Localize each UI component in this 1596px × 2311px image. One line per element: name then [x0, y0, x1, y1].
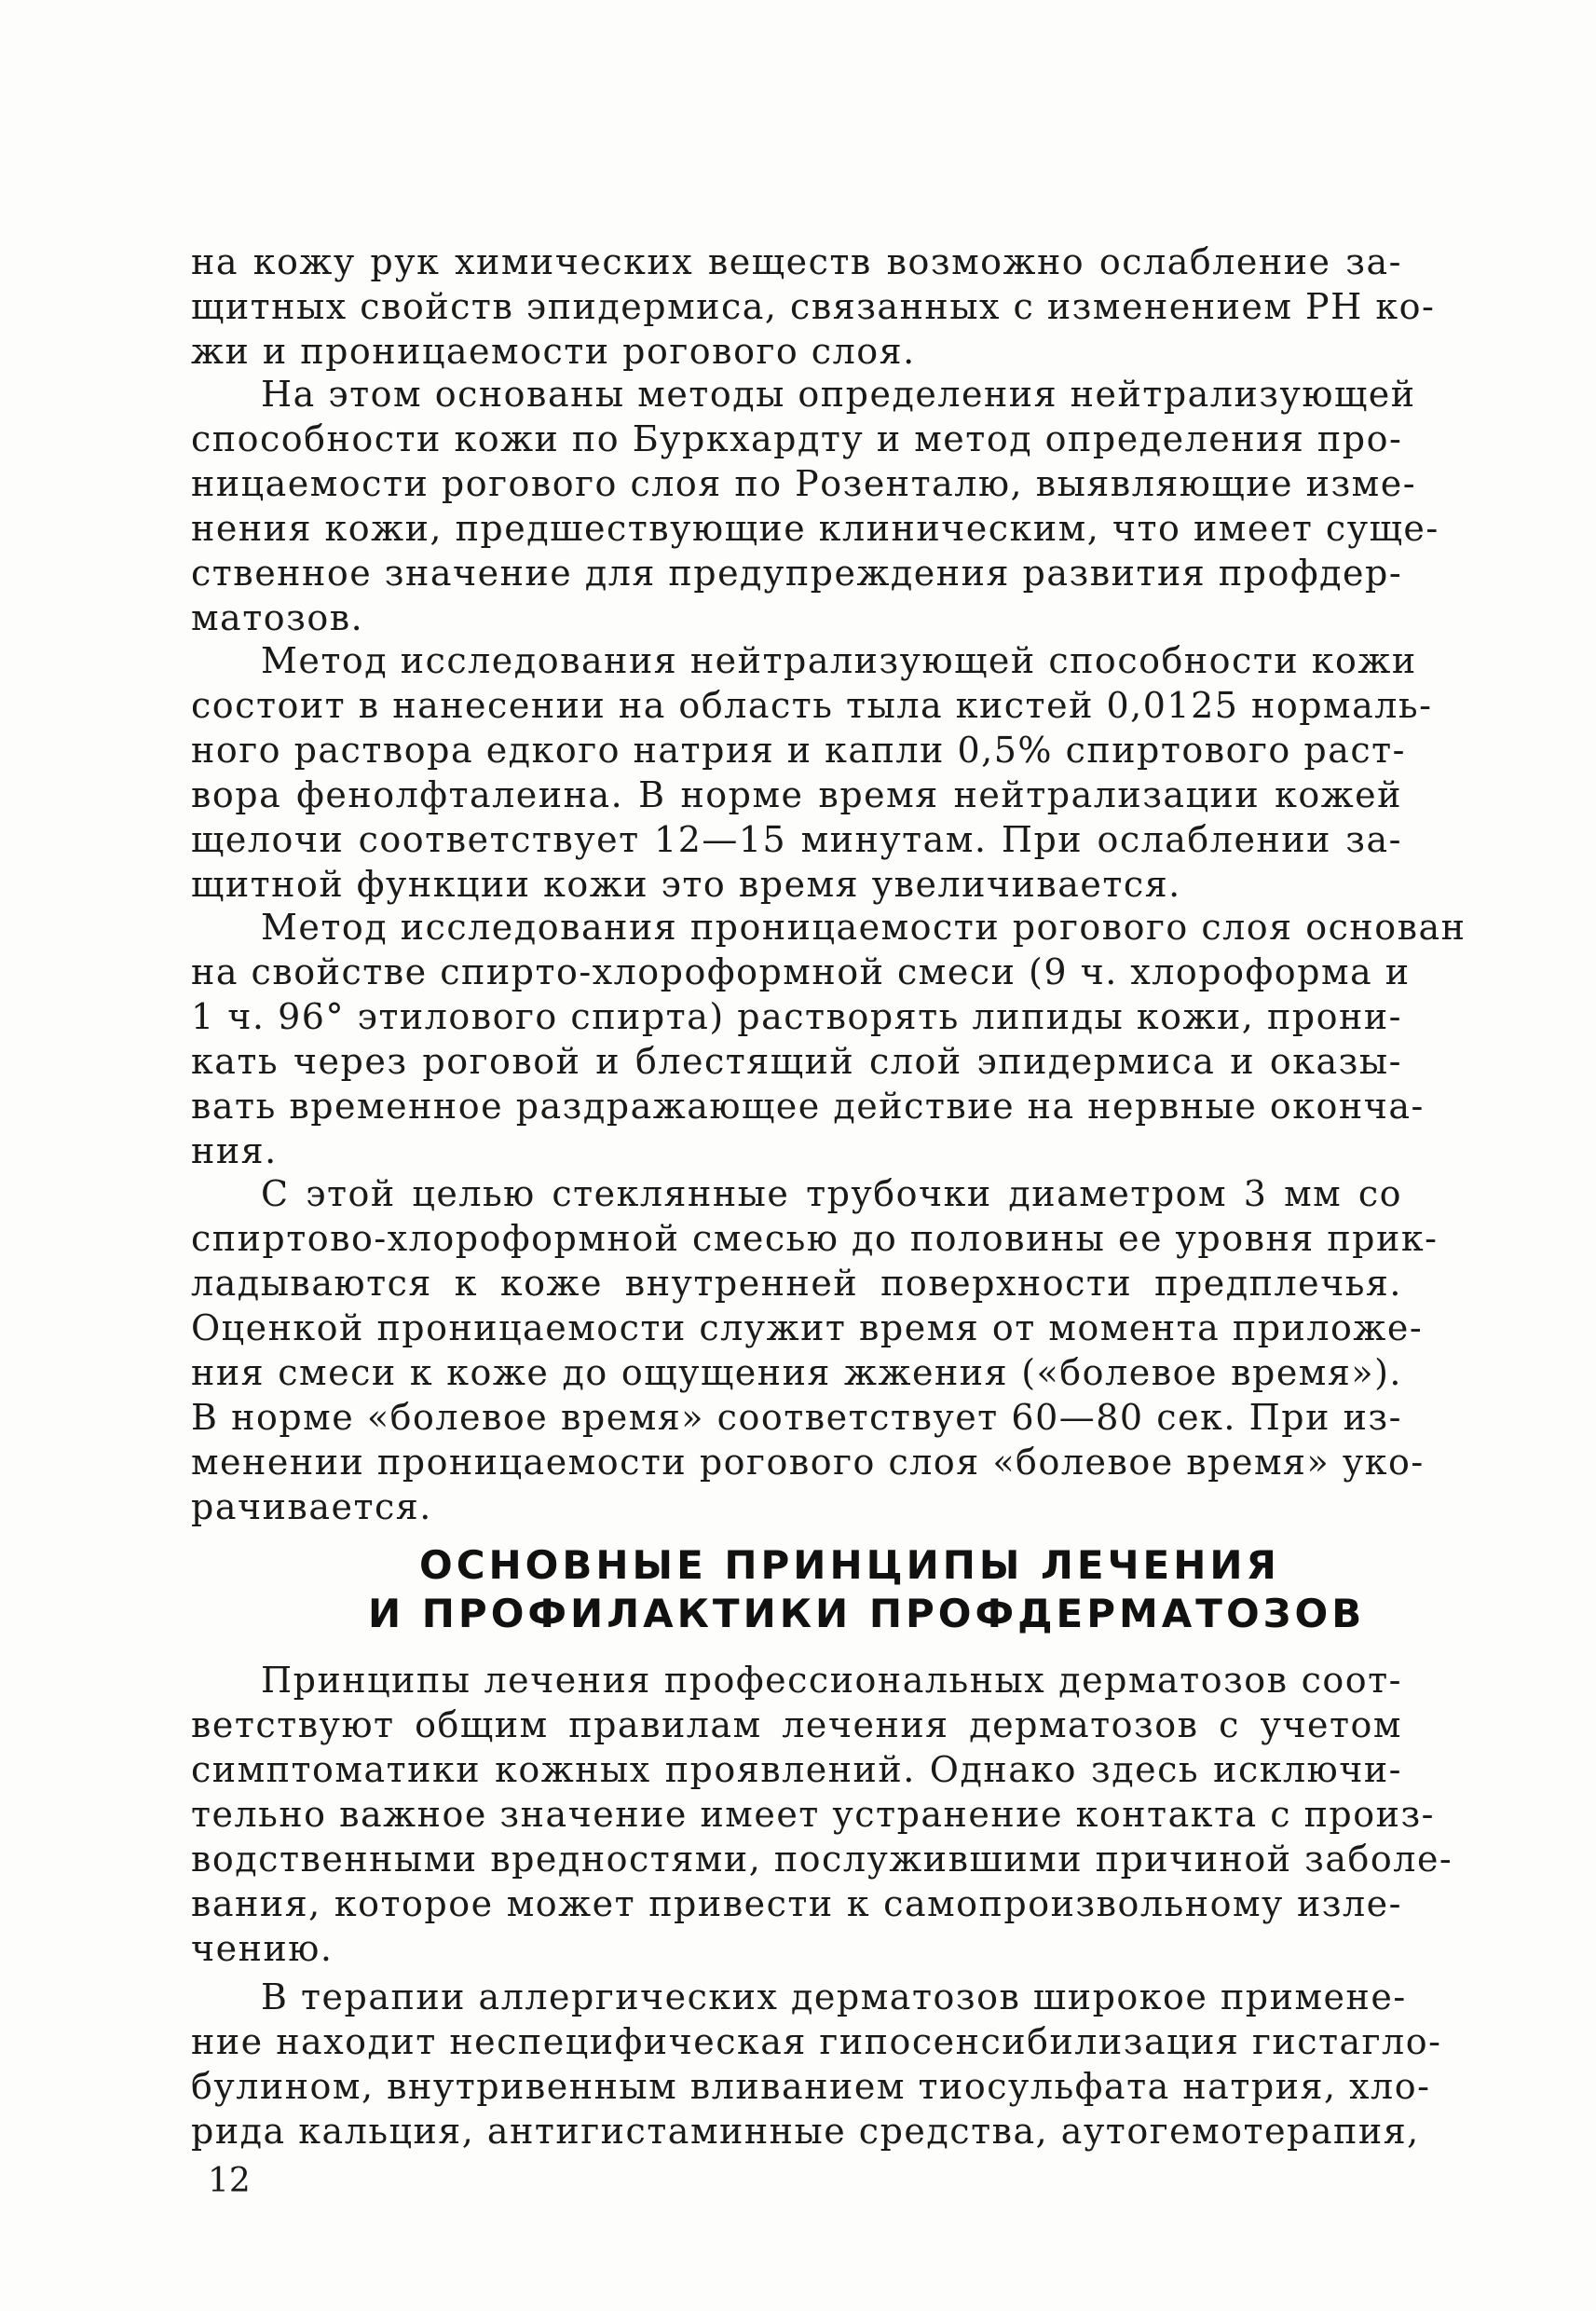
paragraph-1-line-3: жи и проницаемости рогового слоя. — [191, 331, 916, 372]
paragraph-6-line-7: чению. — [191, 1928, 334, 1969]
paragraph-2-line-5: ственное значение для предупреждения развития профдер- — [191, 553, 1403, 594]
paragraph-3-line-1: Метод исследования нейтрализующей способности кожи — [261, 640, 1417, 681]
paragraph-2-line-1: На этом основаны методы определения нейтрализующей — [261, 374, 1416, 415]
section-heading-line-2: И ПРОФИЛАКТИКИ ПРОФДЕРМАТОЗОВ — [368, 1591, 1366, 1636]
paragraph-5-line-8: рачивается. — [191, 1486, 432, 1527]
paragraph-7-line-2: ние находит неспецифическая гипосенсибилизация гистагло- — [191, 2021, 1442, 2062]
paragraph-2-line-6: матозов. — [191, 597, 364, 638]
page-number: 12 — [208, 2162, 251, 2200]
paragraph-4-line-1: Метод исследования проницаемости рогового слоя основан — [261, 907, 1466, 948]
paragraph-6-line-3: симптоматики кожных проявлений. Однако здесь исключи- — [191, 1749, 1402, 1790]
paragraph-2-line-3: ницаемости рогового слоя по Розенталю, выявляющие изме- — [191, 463, 1417, 504]
paragraph-5-line-2: спиртово-хлороформной смесью до половины ее уровня прик- — [191, 1218, 1439, 1259]
paragraph-5-line-3: ладываются к коже внутренней поверхности предплечья. — [191, 1263, 1402, 1304]
paragraph-7-line-4: рида кальция, антигистаминные средства, аутогемотерапия, — [191, 2111, 1420, 2152]
paragraph-4-line-2: на свойстве спирто-хлороформной смеси (9 ч. хлороформа и — [191, 951, 1411, 992]
paragraph-7-line-3: булином, внутривенным вливанием тиосульфата натрия, хло- — [191, 2066, 1431, 2107]
paragraph-6-line-1: Принципы лечения профессиональных дерматозов соот- — [261, 1660, 1402, 1701]
paragraph-3-line-5: щелочи соответствует 12—15 минутам. При ослаблении за- — [191, 819, 1402, 860]
paragraph-3-line-2: состоит в нанесении на область тыла кистей 0,0125 нормаль- — [191, 685, 1433, 726]
paragraph-7-line-1: В терапии аллергических дерматозов широкое примене- — [261, 1976, 1407, 2017]
paragraph-4-line-5: вать временное раздражающее действие на нервные оконча- — [191, 1086, 1425, 1127]
paragraph-5-line-1: С этой целью стеклянные трубочки диаметром 3 мм со — [261, 1173, 1402, 1214]
paragraph-6-line-5: водственными вредностями, послужившими причиной заболе- — [191, 1839, 1453, 1880]
paragraph-6-line-4: тельно важное значение имеет устранение контакта с произ- — [191, 1794, 1436, 1835]
paragraph-4-line-4: кать через роговой и блестящий слой эпидермиса и оказы- — [191, 1041, 1402, 1082]
paragraph-2-line-2: способности кожи по Буркхардту и метод определения про- — [191, 418, 1403, 459]
paragraph-4-line-3: 1 ч. 96° этилового спирта) растворять липиды кожи, прони- — [191, 996, 1402, 1037]
paragraph-2-line-4: нения кожи, предшествующие клиническим, что имеет суще- — [191, 508, 1439, 549]
paragraph-5-line-7: менении проницаемости рогового слоя «болевое время» уко- — [191, 1442, 1425, 1483]
paragraph-3-line-4: вора фенолфталеина. В норме время нейтрализации кожей — [191, 774, 1402, 815]
paragraph-5-line-4: Оценкой проницаемости служит время от момента приложе- — [191, 1307, 1424, 1348]
paragraph-3-line-3: ного раствора едкого натрия и капли 0,5% спиртового раст- — [191, 730, 1407, 771]
paragraph-4-line-6: ния. — [191, 1130, 278, 1171]
paragraph-5-line-5: ния смеси к коже до ощущения жжения («болевое время»). — [191, 1352, 1402, 1393]
paragraph-6-line-6: вания, которое может привести к самопроизвольному изле- — [191, 1883, 1402, 1924]
paragraph-6-line-2: ветствуют общим правилам лечения дерматозов с учетом — [191, 1704, 1402, 1745]
paragraph-1-line-2: щитных свойств эпидермиса, связанных с изменением PH ко- — [191, 286, 1436, 327]
paragraph-5-line-6: В норме «болевое время» соответствует 60—80 сек. При из- — [191, 1397, 1402, 1438]
paragraph-1-line-1: на кожу рук химических веществ возможно ослабление за- — [191, 241, 1402, 282]
paragraph-3-line-6: щитной функции кожи это время увеличивается. — [191, 864, 1181, 905]
section-heading-line-1: ОСНОВНЫЕ ПРИНЦИПЫ ЛЕЧЕНИЯ — [419, 1542, 1280, 1588]
